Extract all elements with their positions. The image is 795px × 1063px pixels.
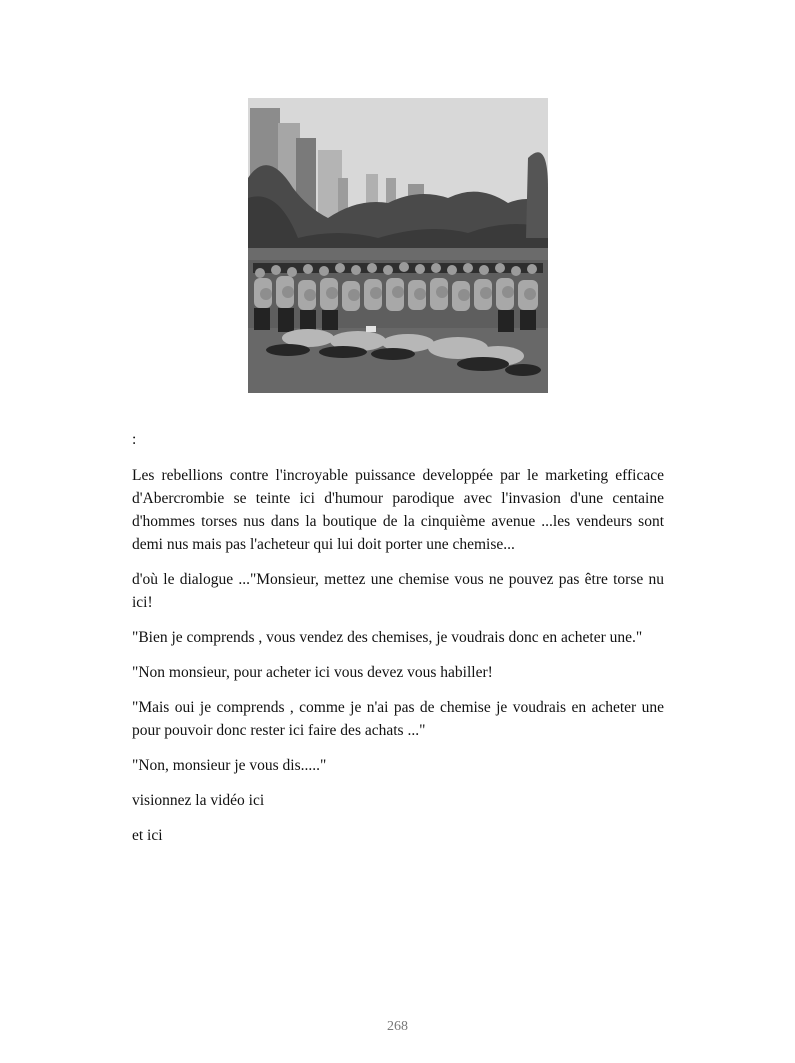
crowd-photo xyxy=(248,98,548,393)
article-text xyxy=(132,428,664,859)
crowd-photo-graphic xyxy=(248,98,548,393)
paragraph-dialogue-5: "Non, monsieur je vous dis....." xyxy=(132,757,327,774)
page-number: 268 xyxy=(387,1019,408,1034)
paragraph-dialogue-2: "Bien je comprends , vous vendez des chemises, je voudrais donc en acheter une." xyxy=(132,629,643,646)
paragraph-dialogue-1: d'où le dialogue ..."Monsieur, mettez une chemise vous ne pouvez pas être torse nu ici! xyxy=(132,571,664,611)
video-link-1[interactable]: visionnez la vidéo ici xyxy=(132,792,265,809)
paragraph-dialogue-4: "Mais oui je comprends , comme je n'ai pas de chemise je voudrais en acheter une pour pouvoir donc rester ici faire des achats ..." xyxy=(132,699,664,739)
paragraph-dialogue-3: "Non monsieur, pour acheter ici vous devez vous habiller! xyxy=(132,664,493,681)
video-link-2[interactable]: et ici xyxy=(132,827,163,844)
paragraph-colon: : xyxy=(132,431,137,448)
paragraph-intro: Les rebellions contre l'incroyable puissance developpée par le marketing efficace d'Abercrombie se teinte ici d'humour parodique avec l'invasion d'une centaine d'hommes torses nus dans la boutique de la cinquième avenue ...les vendeurs sont demi nus mais pas l'acheteur qui lui doit porter une chemise... xyxy=(132,467,664,553)
